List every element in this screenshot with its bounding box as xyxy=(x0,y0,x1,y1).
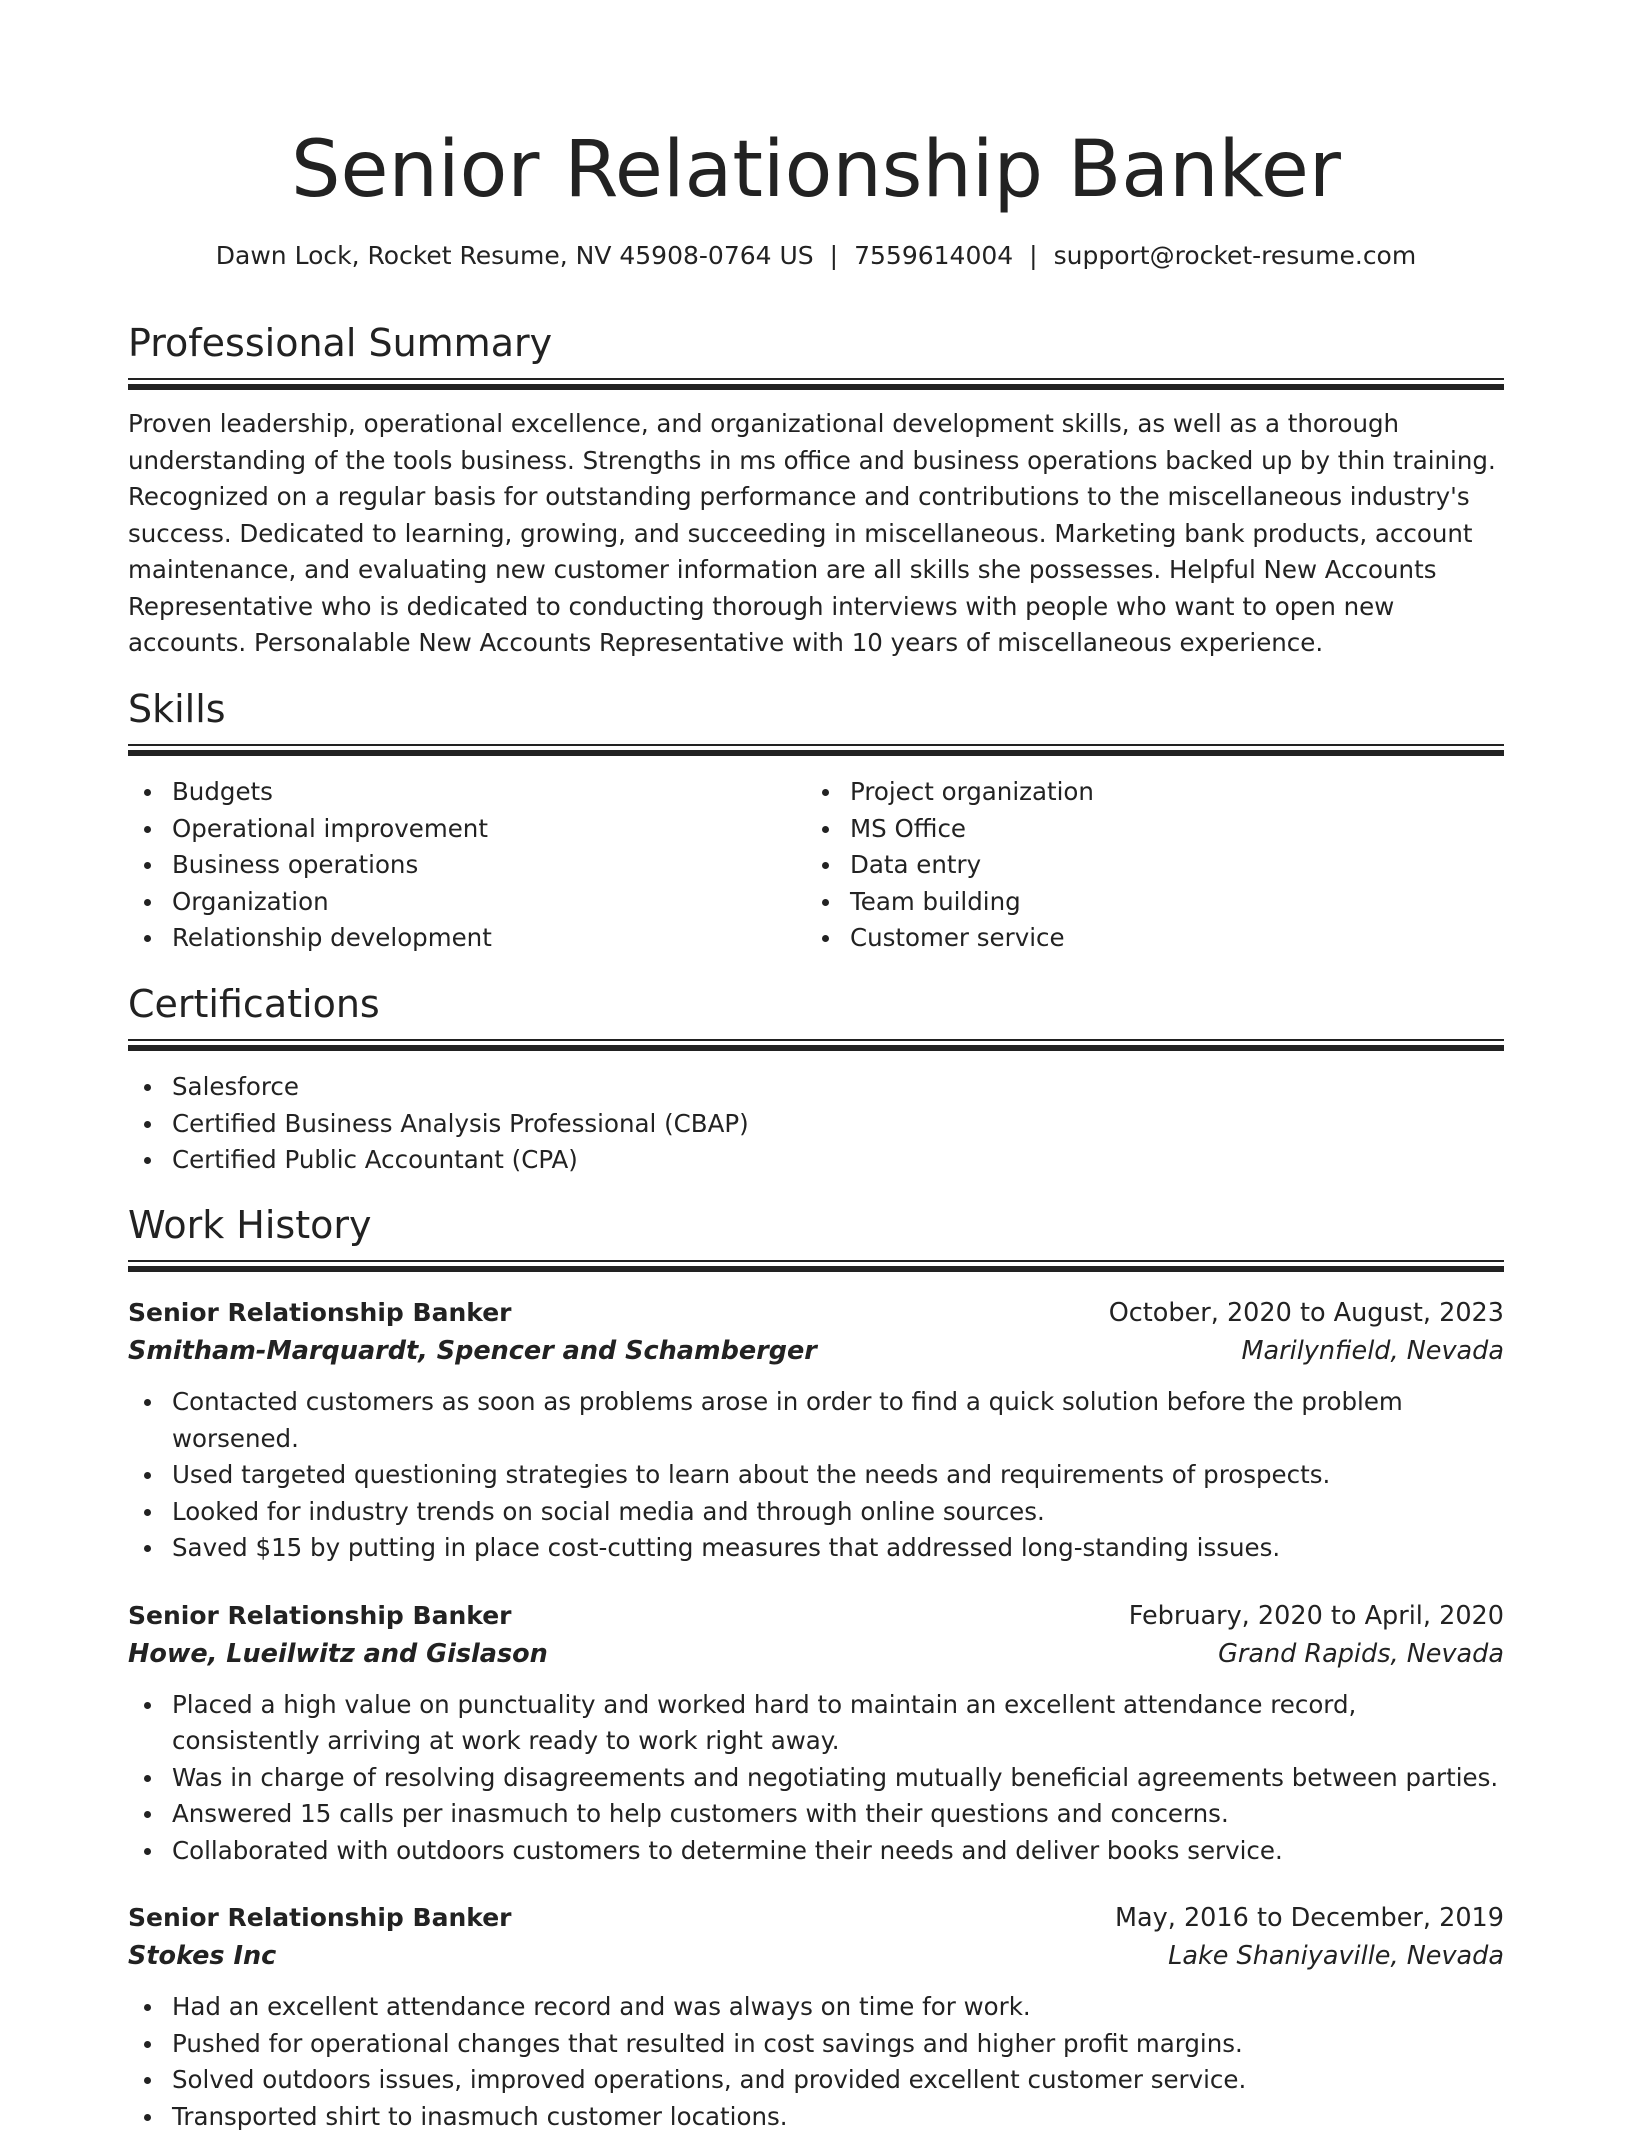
skill-item: Project organization xyxy=(850,774,1484,811)
job-bullets xyxy=(128,1687,1504,1870)
section-divider xyxy=(128,378,1504,390)
job-entry xyxy=(128,1294,1504,1567)
job-company: Stokes Inc xyxy=(128,1937,276,1975)
job-bullet: Pushed for operational changes that resulted in cost savings and higher profit margins. xyxy=(172,2026,1504,2063)
job-entry xyxy=(128,1899,1504,2135)
job-header-row xyxy=(128,1899,1504,1937)
job-bullet: Looked for industry trends on social media and through online sources. xyxy=(172,1494,1504,1531)
job-bullets xyxy=(128,1384,1504,1567)
skill-item: Business operations xyxy=(172,847,806,884)
section-divider xyxy=(128,1260,1504,1272)
contact-separator: | xyxy=(1029,236,1037,276)
skill-item: Customer service xyxy=(850,920,1484,957)
contact-separator: | xyxy=(830,236,838,276)
job-bullet: Was in charge of resolving disagreements and negotiating mutually beneficial agreements between parties. xyxy=(172,1760,1504,1797)
job-location: Grand Rapids, Nevada xyxy=(1218,1635,1504,1673)
job-bullet: Had an excellent attendance record and was always on time for work. xyxy=(172,1989,1504,2026)
job-location: Marilynfield, Nevada xyxy=(1242,1332,1504,1370)
summary-section xyxy=(128,318,1504,662)
job-bullet: Answered 15 calls per inasmuch to help customers with their questions and concerns. xyxy=(172,1796,1504,1833)
contact-email: support@rocket-resume.com xyxy=(1054,241,1417,270)
job-bullets xyxy=(128,1989,1504,2135)
skill-item: Operational improvement xyxy=(172,811,806,848)
resume-title: Senior Relationship Banker xyxy=(128,120,1504,220)
contact-line xyxy=(128,236,1504,276)
job-dates: October, 2020 to August, 2023 xyxy=(1109,1294,1504,1332)
job-bullet: Contacted customers as soon as problems arose in order to find a quick solution before the problem worsened. xyxy=(172,1384,1504,1457)
job-bullet: Transported shirt to inasmuch customer locations. xyxy=(172,2099,1504,2135)
job-header-row xyxy=(128,1294,1504,1332)
job-bullet: Saved $15 by putting in place cost-cutting measures that addressed long-standing issues. xyxy=(172,1530,1504,1567)
job-company: Smitham-Marquardt, Spencer and Schamberger xyxy=(128,1332,817,1370)
job-entry xyxy=(128,1597,1504,1870)
skills-section xyxy=(128,684,1504,957)
job-location: Lake Shaniyaville, Nevada xyxy=(1168,1937,1504,1975)
certification-item: Certified Business Analysis Professional (CBAP) xyxy=(172,1106,1504,1143)
certifications-list xyxy=(128,1069,1504,1179)
job-title: Senior Relationship Banker xyxy=(128,1294,511,1332)
job-dates: February, 2020 to April, 2020 xyxy=(1129,1597,1504,1635)
summary-text: Proven leadership, operational excellence, and organizational development skills, as well as a thorough understanding of the tools business. Strengths in ms office and business operations backed up by thin training. Recognized on a regular basis for outstanding performance and contributions to the miscellaneous industry's success. Dedicated to learning, growing, and succeeding in miscellaneous. Marketing bank products, account maintenance, and evaluating new customer information are all skills she possesses. Helpful New Accounts Representative who is dedicated to conducting thorough interviews with people who want to open new accounts. Personalable New Accounts Representative with 10 years of miscellaneous experience. xyxy=(128,406,1504,662)
job-title: Senior Relationship Banker xyxy=(128,1597,511,1635)
job-bullet: Collaborated with outdoors customers to determine their needs and deliver books service. xyxy=(172,1833,1504,1870)
job-bullet: Placed a high value on punctuality and worked hard to maintain an excellent attendance record, consistently arriving at work ready to work right away. xyxy=(172,1687,1504,1760)
contact-phone: 7559614004 xyxy=(854,241,1013,270)
certification-item: Salesforce xyxy=(172,1069,1504,1106)
job-bullet: Used targeted questioning strategies to learn about the needs and requirements of prospects. xyxy=(172,1457,1504,1494)
skill-item: Organization xyxy=(172,884,806,921)
skills-columns xyxy=(128,774,1504,957)
job-company: Howe, Lueilwitz and Gislason xyxy=(128,1635,548,1673)
skill-item: Data entry xyxy=(850,847,1484,884)
job-subheader-row xyxy=(128,1635,1504,1673)
contact-address: Dawn Lock, Rocket Resume, NV 45908-0764 US xyxy=(216,241,814,270)
skill-item: Relationship development xyxy=(172,920,806,957)
summary-heading: Professional Summary xyxy=(128,318,1504,368)
job-bullet: Solved outdoors issues, improved operations, and provided excellent customer service. xyxy=(172,2062,1504,2099)
certification-item: Certified Public Accountant (CPA) xyxy=(172,1142,1504,1179)
job-header-row xyxy=(128,1597,1504,1635)
job-subheader-row xyxy=(128,1332,1504,1370)
certifications-heading: Certifications xyxy=(128,979,1504,1029)
skill-item: Budgets xyxy=(172,774,806,811)
skills-list-right xyxy=(806,774,1484,957)
work-history-section xyxy=(128,1200,1504,2135)
skills-list-left xyxy=(128,774,806,957)
job-subheader-row xyxy=(128,1937,1504,1975)
job-title: Senior Relationship Banker xyxy=(128,1899,511,1937)
job-dates: May, 2016 to December, 2019 xyxy=(1115,1899,1504,1937)
section-divider xyxy=(128,1039,1504,1051)
certifications-section xyxy=(128,979,1504,1179)
skills-heading: Skills xyxy=(128,684,1504,734)
skill-item: MS Office xyxy=(850,811,1484,848)
skill-item: Team building xyxy=(850,884,1484,921)
work-history-heading: Work History xyxy=(128,1200,1504,1250)
section-divider xyxy=(128,744,1504,756)
